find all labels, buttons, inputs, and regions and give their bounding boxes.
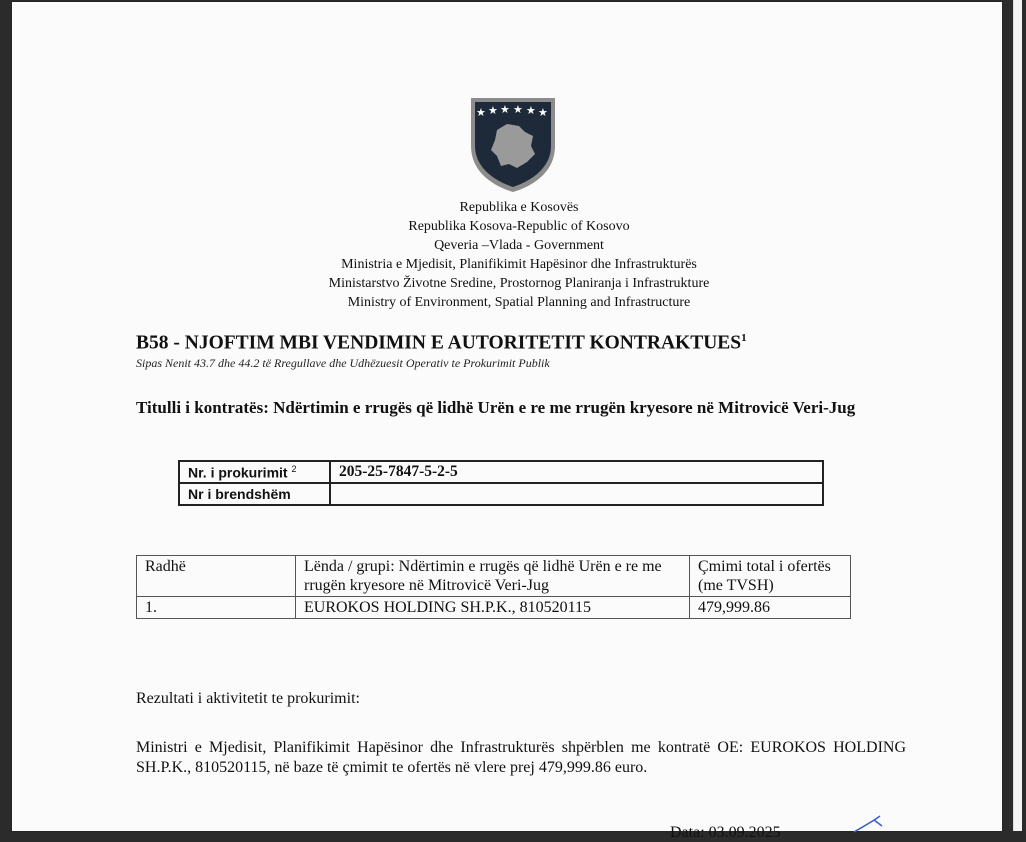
header-line: Republika Kosova-Republic of Kosovo <box>408 219 630 234</box>
procurement-number-value: 205-25-7847-5-2-5 <box>330 461 823 483</box>
document-page <box>12 2 1002 841</box>
header-line: Qeveria –Vlada - Government <box>434 238 604 253</box>
table-row <box>179 483 823 505</box>
procurement-number-label: Nr. i prokurimit $^2$ <box>179 461 330 483</box>
svg-text:★: ★ <box>538 106 548 119</box>
table-row <box>137 597 851 619</box>
cell-price: 479,999.86 <box>690 597 851 619</box>
svg-text:★: ★ <box>500 103 510 116</box>
header-line: Republika e Kosovës <box>459 200 579 215</box>
header-line: Ministry of Environment, Spatial Planning and Infrastructure <box>347 295 691 310</box>
table-row <box>179 461 823 483</box>
cell-rank: 1. <box>137 597 296 619</box>
column-header-price: Çmimi total i ofertës (me TVSH) <box>690 556 851 597</box>
result-text: Ministri e Mjedisit, Planifikimit Hapësinor dhe Infrastrukturës shpërblen me kontratë OE: EUROKOS HOLDING SH.P.K., 810520115, në baze të çmimit te ofertës në vlere prej 479,999.86 euro. <box>136 739 906 776</box>
result-label: Rezultati i aktivitetit te prokurimit: <box>136 690 360 707</box>
document-title-text: B58 - NJOFTIM MBI VENDIMIN E AUTORITETIT KONTRAKTUES <box>136 332 742 354</box>
ministry-header <box>12 198 1026 312</box>
document-subtitle: Sipas Nenit 43.7 dhe 44.2 të Rregullave dhe Udhëzuesit Operativ te Prokurimit Publik <box>136 356 550 370</box>
cell-bidder: EUROKOS HOLDING SH.P.K., 810520115 <box>296 597 690 619</box>
internal-number-value <box>330 483 823 505</box>
table-header-row <box>137 556 851 597</box>
svg-text:★: ★ <box>476 106 486 119</box>
contract-title: Titulli i kontratës: Ndërtimin e rrugës që lidhë Urën e re me rrugën kryesore në Mitrovicë Veri-Jug <box>136 398 856 417</box>
signature-mark-icon <box>850 814 890 834</box>
header-line: Ministarstvo Životne Sredine, Prostornog Planiranja i Infrastrukture <box>328 276 710 291</box>
window-edge <box>1013 0 1022 831</box>
header-line: Ministria e Mjedisit, Planifikimit Hapësinor dhe Infrastrukturës <box>341 257 697 272</box>
offers-table <box>136 555 851 619</box>
svg-text:★: ★ <box>526 104 536 117</box>
procurement-number-table <box>178 460 824 506</box>
column-header-subject: Lënda / grupi: Ndërtimin e rrugës që lidhë Urën e re me rrugën kryesore në Mitrovicë Veri-Jug <box>296 556 690 597</box>
svg-text:★: ★ <box>488 104 498 117</box>
svg-text:★: ★ <box>513 103 523 116</box>
footnote-marker: 1 <box>741 332 747 344</box>
column-header-rank: Radhë <box>137 556 296 597</box>
internal-number-label: Nr i brendshëm <box>179 483 330 505</box>
date-text: Data: 03.09.2025 <box>670 824 781 841</box>
document-title <box>136 332 747 355</box>
kosovo-coat-of-arms-icon <box>467 94 559 194</box>
